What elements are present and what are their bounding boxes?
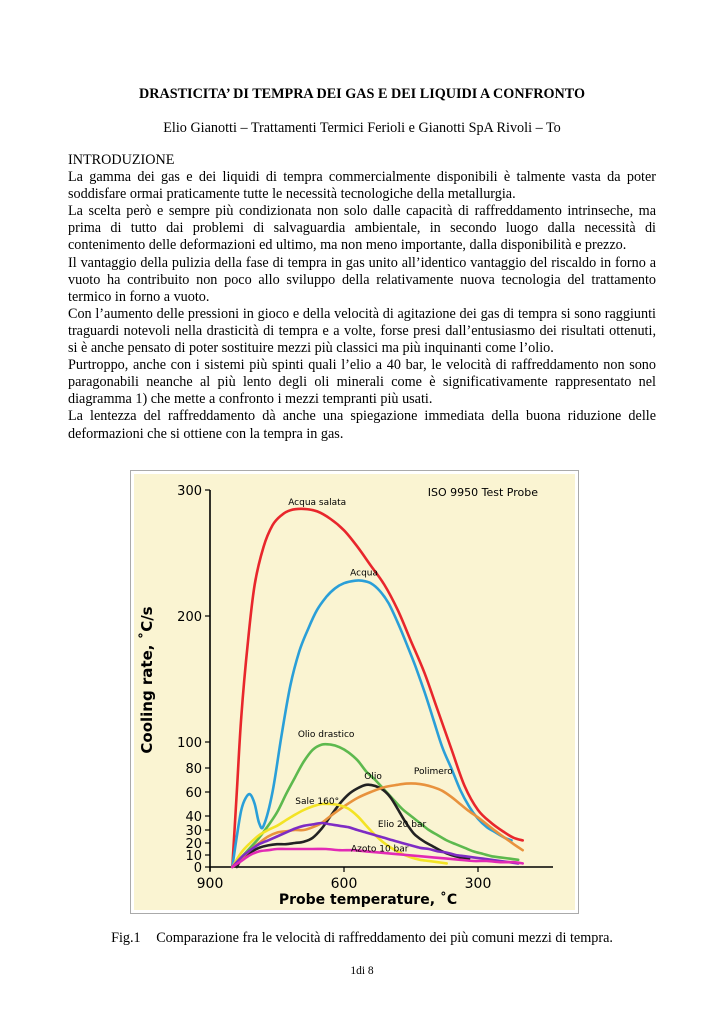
paragraph: Purtroppo, anche con i sistemi più spinti quali l’elio a 40 bar, le velocità di raffreddamento non sono paragonabili neanche al più lento degli oli minerali come è significativamente rappresentato nel diagramma 1) che mette a confronto i mezzi tempranti più usati. xyxy=(68,357,656,408)
paragraph: La gamma dei gas e dei liquidi di tempra commercialmente disponibili è talmente vasta da poter soddisfare ormai praticamente tutte le necessità tecnologiche della metallurgia. xyxy=(68,169,656,203)
y-tick-label: 100 xyxy=(177,736,202,751)
figure-caption-number: Fig.1 xyxy=(111,930,141,946)
document-title: DRASTICITA’ DI TEMPRA DEI GAS E DEI LIQUIDI A CONFRONTO xyxy=(138,86,586,102)
figure-caption xyxy=(0,930,724,947)
series-label: Olio xyxy=(364,771,382,782)
page-number: 1di 8 xyxy=(350,965,374,977)
cooling-rate-figure xyxy=(130,470,579,914)
y-tick-label: 200 xyxy=(177,610,202,625)
body-text xyxy=(68,152,656,443)
paragraph: La lentezza del raffreddamento dà anche una spiegazione immediata della buona riduzione delle deformazioni che si ottiene con la tempra in gas. xyxy=(68,408,656,442)
series-label: Azoto 10 bar xyxy=(350,844,409,855)
series-label: Acqua xyxy=(350,568,379,579)
y-tick-label: 20 xyxy=(185,837,202,852)
paragraph: Il vantaggio della pulizia della fase di tempra in gas unito all’identico vantaggio del riscaldo in forno a vuoto ha contribuito non poco allo sviluppo della relativamente nuova tecnologia del trattamento termico in forno a vuoto. xyxy=(68,254,656,305)
y-tick-label: 30 xyxy=(185,824,202,839)
y-tick-label: 40 xyxy=(185,810,202,825)
x-axis-title: Probe temperature, ˚C xyxy=(278,892,458,908)
cooling-rate-chart xyxy=(130,470,579,914)
y-tick-label: 300 xyxy=(177,484,202,499)
section-heading: INTRODUZIONE xyxy=(68,152,175,168)
x-tick-label: 300 xyxy=(464,876,492,892)
paragraph: Con l’aumento delle pressioni in gioco e della velocità di agitazione dei gas di tempra si sono raggiunti traguardi notevoli nella drasticità di tempra e a volte, forse presi dall’entusiasmo dei risultati ottenuti, si è anche pensato di poter sostituire mezzi più classici ma più inquinanti come l’olio. xyxy=(68,305,656,357)
x-tick-label: 600 xyxy=(330,876,358,892)
y-tick-label: 80 xyxy=(185,762,202,777)
y-tick-label: 60 xyxy=(185,786,202,801)
author-line: Elio Gianotti – Trattamenti Termici Ferioli e Gianotti SpA Rivoli – To xyxy=(163,120,561,136)
series-label: Sale 160° xyxy=(295,797,340,807)
x-tick-label: 900 xyxy=(196,876,224,892)
figure-caption-text: Comparazione fra le velocità di raffreddamento dei più comuni mezzi di tempra. xyxy=(156,930,613,946)
series-label: Acqua salata xyxy=(288,498,347,509)
series-label: Elio 20 bar xyxy=(377,820,427,831)
paragraph: La scelta però e sempre più condizionata non solo dalle capacità di raffreddamento intrinseche, ma prima di tutto dai problemi di salvaguardia ambientale, in secondo luogo dalla necessità di contenimento delle deformazioni ed ultimo, ma non meno importante, dalla disponibilità e prezzo. xyxy=(68,203,656,254)
y-axis-title: Cooling rate, ˚C/s xyxy=(138,606,156,754)
series-label: Polimero xyxy=(413,767,453,777)
y-tick-label: 10 xyxy=(185,849,202,864)
series-label: Olio drastico xyxy=(297,729,355,740)
corner-label: ISO 9950 Test Probe xyxy=(427,486,538,499)
y-tick-label: 0 xyxy=(193,861,202,876)
